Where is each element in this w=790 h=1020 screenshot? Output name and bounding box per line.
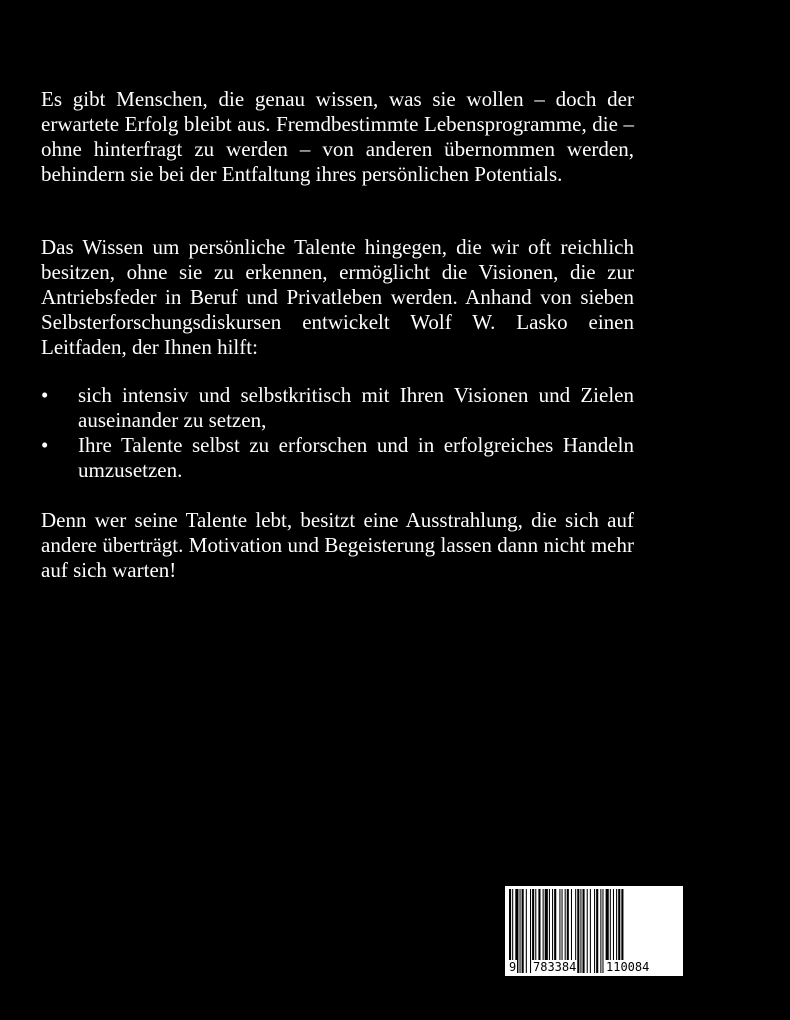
paragraph-closing-text: Denn wer seine Talente lebt, besitzt eine Ausstrahlung, die sich auf andere überträgt. Motivation und Begeisterung lassen dann nicht mehr auf sich warten!: [41, 508, 634, 582]
isbn-barcode: [505, 886, 683, 976]
list-item: [41, 433, 634, 483]
paragraph-intro-text: Es gibt Menschen, die genau wissen, was sie wollen – doch der erwartete Erfolg bleibt aus. Fremdbestimmte Lebensprogramme, die – ohne hinterfragt zu werden – von anderen übernommen werden, behindern sie bei der Entfaltung ihres persönlichen Potentials.: [41, 87, 634, 186]
barcode-right-group: 110084: [606, 960, 650, 974]
paragraph-intro: [41, 87, 634, 187]
barcode-digits: [505, 960, 683, 974]
list-item-text: sich intensiv und selbstkritisch mit Ihren Visionen und Zielen auseinander zu setzen,: [78, 383, 634, 432]
barcode-first-digit: 9: [509, 960, 517, 974]
paragraph-closing: [41, 508, 634, 583]
paragraph-talents-text: Das Wissen um persönliche Talente hingegen, die wir oft reichlich besitzen, ohne sie zu erkennen, ermöglicht die Visionen, die zur Antriebsfeder in Beruf und Privatleben werden. Anhand von sieben Selbsterforschungsdiskursen entwickelt Wolf W. Lasko einen Leitfaden, der Ihnen hilft:: [41, 235, 634, 359]
barcode-left-group: 783384: [533, 960, 577, 974]
bullet-list: [41, 383, 634, 483]
paragraph-talents: [41, 235, 634, 360]
bullet-icon: •: [41, 383, 49, 407]
bullet-icon: •: [41, 433, 49, 457]
list-item: [41, 383, 634, 433]
list-item-text: Ihre Talente selbst zu erforschen und in erfolgreiches Handeln umzusetzen.: [78, 433, 634, 482]
